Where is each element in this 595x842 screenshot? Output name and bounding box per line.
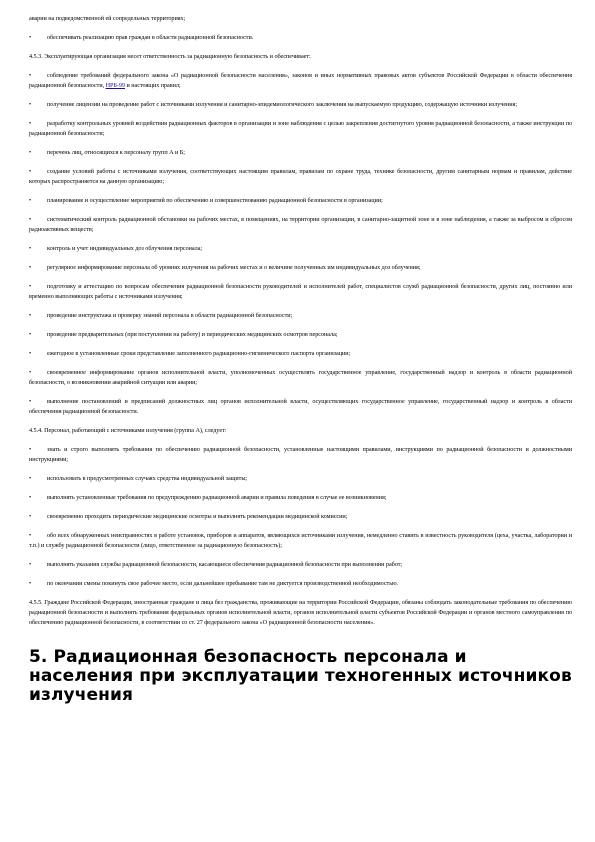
bullet-marker: • [29, 494, 32, 501]
bullet-marker: • [29, 216, 32, 223]
bullet-text: регулярное информирование персонала об уровнях излучения на рабочих местах и о величине полученных им индивидуальных доз облучения; [47, 264, 421, 271]
bullet-item [29, 368, 572, 388]
bullet-item [29, 531, 572, 551]
bullet-text: знать и строго выполнять требования по обеспечению радиационной безопасности, установленные настоящими правилами, инструкциями по радиационной безопасности и должностными инструкциями; [29, 446, 572, 463]
bullet-marker: • [29, 475, 32, 482]
bullet-marker: • [29, 245, 32, 252]
bullet-item [29, 100, 572, 110]
bullet-item [29, 119, 572, 139]
bullet-marker: • [29, 283, 32, 290]
bullet-text: своевременно проходить периодические медицинские осмотры и выполнять рекомендации медицинской комиссии; [47, 513, 348, 520]
bullet-item [29, 71, 572, 91]
bullet-marker: • [29, 34, 32, 41]
section-heading: 5. Радиационная безопасность персонала и населения при эксплуатации техногенных источников излучения [29, 647, 572, 705]
bullet-marker: • [29, 369, 32, 376]
bullet-item [29, 196, 572, 206]
bullet-item [29, 167, 572, 187]
bullet-item [29, 148, 572, 158]
bullet-item [29, 474, 572, 484]
bullet-text: соблюдение требований федерального закона «О радиационной безопасности населения», законов и иных нормативных правовых актов субъектов Российской Федерации в области обеспечения радиационной безопасности, [29, 72, 572, 89]
bullet-text: проведение предварительных (при поступлении на работу) и периодических медицинских осмотров персонала; [47, 331, 338, 338]
bullet-marker: • [29, 350, 32, 357]
bullet-marker: • [29, 264, 32, 271]
bullet-text: контроль и учет индивидуальных доз облучения персонала; [47, 245, 203, 252]
bullet-text: проведение инструктажа и проверку знаний персонала в области радиационной безопасности; [47, 312, 293, 319]
bullet-text: ежегодное в установленные сроки представление заполненного радиационно-гигиенического паспорта организации; [47, 350, 351, 357]
bullet-marker: • [29, 149, 32, 156]
bullet-text: перечень лиц, относящихся к персоналу групп А и Б; [47, 149, 185, 156]
bullet-item [29, 263, 572, 273]
bullet-text: получение лицензии на проведение работ с источниками излучения и санитарно-эпидемиологического заключения на выпускаемую продукцию, содержащую источники излучения; [47, 101, 518, 108]
bullet-text: создание условий работы с источниками излучения, соответствующих настоящим правилам, правилам по охране труда, технике безопасности, другим санитарным нормам и правилам, действие которых распространяется на данную организацию; [29, 168, 572, 185]
bullet-marker: • [29, 312, 32, 319]
bullet-marker: • [29, 120, 32, 127]
bullet-text: по окончании смены покинуть свое рабочее место, если дальнейшее пребывание там не диктуется производственной необходимостью. [47, 580, 399, 587]
bullet-item [29, 512, 572, 522]
bullet-marker: • [29, 398, 32, 405]
paragraph: 4.5.3. Эксплуатирующая организация несет ответственность за радиационную безопасность и обеспечивает: [29, 53, 311, 60]
bullet-item [29, 33, 572, 43]
bullet-marker: • [29, 101, 32, 108]
nrb-99-link[interactable]: НРБ-99 [105, 82, 126, 89]
bullet-marker: • [29, 331, 32, 338]
paragraph: 4.5.5. Граждане Российской Федерации, иностранные граждане и лица без гражданства, проживающие на территории Российской Федерации, обязаны соблюдать законодательные требования по обеспечению радиационной безопасности и выполнять требования федеральных органов исполнительной власти, органов исполнительной власти субъектов Российской Федерации и органов местного самоуправления по обеспечению радиационной безопасности, в соответствии со ст. 27 федерального закона «О радиационной безопасности населения». [29, 599, 572, 626]
paragraph: 4.5.4. Персонал, работающий с источниками излучения (группа А), следует: [29, 427, 227, 434]
bullet-marker: • [29, 72, 32, 79]
bullet-text: выполнять установленные требования по предупреждению радиационной аварии и правила поведения в случае ее возникновения; [47, 494, 387, 501]
bullet-item [29, 493, 572, 503]
bullet-marker: • [29, 561, 32, 568]
bullet-item [29, 349, 572, 359]
bullet-marker: • [29, 532, 32, 539]
paragraph: аварии на подведомственной ей сопредельных территориях; [29, 15, 186, 22]
bullet-text: использовать в предусмотренных случаях средства индивидуальной защиты; [47, 475, 248, 482]
bullet-text: обеспечивать реализацию прав граждан в области радиационной безопасности. [47, 34, 254, 41]
bullet-item [29, 445, 572, 465]
bullet-item [29, 244, 572, 254]
bullet-text: систематический контроль радиационной обстановки на рабочих местах, в помещениях, на территории организации, в санитарно-защитной зоне и в зоне наблюдения, а также за выбросом и сбросом радиоактивных веществ; [29, 216, 572, 233]
bullet-item [29, 397, 572, 417]
bullet-text: выполнение постановлений и предписаний должностных лиц органов исполнительной власти, осуществляющих государственное управление, государственный надзор и контроль в области обеспечения радиационной безопасности. [29, 398, 572, 415]
bullet-text: своевременное информирование органов исполнительной власти, уполномоченных осуществлять государственное управление, государственный надзор и контроль в области радиационной безопасности, о возникновении аварийной ситуации или аварии; [29, 369, 572, 386]
bullet-item [29, 330, 572, 340]
bullet-item [29, 560, 572, 570]
bullet-text-tail: и настоящих правил; [125, 82, 181, 89]
bullet-item [29, 215, 572, 235]
bullet-marker: • [29, 580, 32, 587]
bullet-marker: • [29, 197, 32, 204]
bullet-item [29, 579, 572, 589]
bullet-marker: • [29, 168, 32, 175]
bullet-item [29, 311, 572, 321]
bullet-marker: • [29, 446, 32, 453]
bullet-text: выполнять указания службы радиационной безопасности, касающиеся обеспечения радиационной безопасности при выполнении работ; [47, 561, 403, 568]
bullet-marker: • [29, 513, 32, 520]
document-body [29, 14, 572, 705]
bullet-text: подготовку и аттестацию по вопросам обеспечения радиационной безопасности руководителей и исполнителей работ, специалистов служб радиационной безопасности, других лиц, постоянно или временно выполняющих работы с источниками излучения; [29, 283, 572, 300]
bullet-text: разработку контрольных уровней воздействия радиационных факторов в организации и зоне наблюдения с целью закрепления достигнутого уровня радиационной безопасности, а также инструкции по радиационной безопасности; [29, 120, 572, 137]
bullet-text: планирование и осуществление мероприятий по обеспечению и совершенствованию радиационной безопасности в организации; [47, 197, 383, 204]
bullet-item [29, 282, 572, 302]
bullet-text: обо всех обнаруженных неисправностях в работе установок, приборов и аппаратов, являющихся источниками излучения, немедленно ставить в известность руководителя (цеха, участка, лаборатории и т.п.) и службу радиационной безопасности (лицо, ответственное за радиационную безопасность); [29, 532, 572, 549]
